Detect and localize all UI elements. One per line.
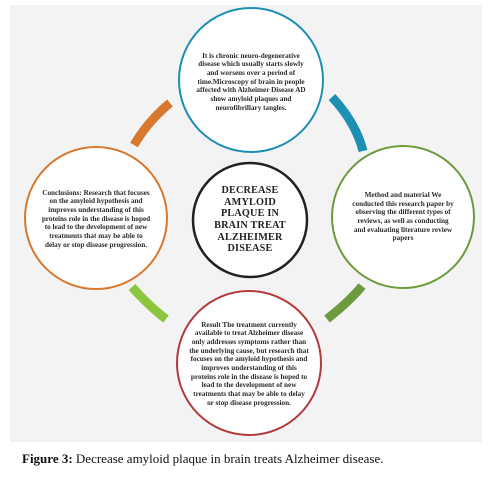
arc-left-top (134, 103, 170, 145)
arc-bottom-left (132, 287, 166, 319)
caption-text: Decrease amyloid plaque in brain treats Alzheimer disease. (72, 451, 384, 466)
center-label: DECREASE AMYLOID PLAQUE IN BRAIN TREAT ALZHEIMER DISEASE (214, 184, 286, 255)
node-top-text: It is chronic neuro-degenerative disease which usually starts slowly and worsens over a period of time.Microscopy of brain in people affected with Alzheimer Disease AD show amyloid plaques and neurofibrillary tangles. (196, 51, 306, 112)
caption-label: Figure 3: (22, 451, 73, 466)
arc-top-right (332, 97, 363, 151)
node-bottom-text: Result The treatment currently available to treat Alzheimer disease only addresses symptoms rather than the underlying cause, but research that focuses on the amyloid hypothesis and improves understanding of this proteins role in the disease is hoped to lead to the development of new treatments that may be able to delay or stop disease progression. (189, 320, 309, 407)
figure-panel (10, 5, 482, 442)
arc-right-bottom (327, 286, 362, 319)
node-left-text: Conclusions: Research that focuses on the amyloid hypothesis and improves understanding of this proteins role in the disease is hoped to lead to the development of new treatments that may be able to delay or stop disease progression. (41, 188, 151, 249)
figure-caption (22, 451, 480, 468)
node-right-text: Method and material We conducted this research paper by observing the different types of reviews, as well as conducting and evaluating literature review papers (352, 191, 454, 243)
